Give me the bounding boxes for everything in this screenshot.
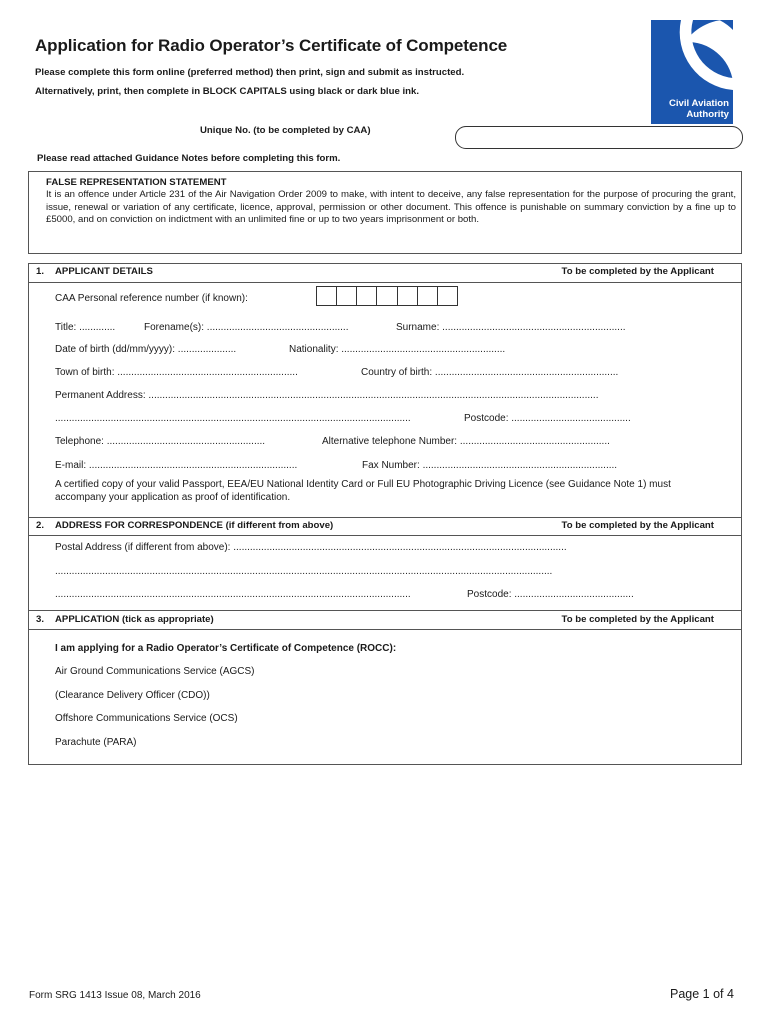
telephone-field[interactable]: Telephone: ......................................................... — [55, 436, 266, 447]
caa-reference-input[interactable] — [316, 286, 458, 306]
section3-number: 3. — [36, 614, 45, 625]
section1-instruction: To be completed by the Applicant — [561, 266, 714, 277]
address-line-2[interactable]: ................................................................................................................................ — [55, 413, 411, 424]
option-para[interactable]: Parachute (PARA) — [55, 737, 137, 748]
postcode-field[interactable]: Postcode: ........................................... — [464, 413, 631, 424]
section1-title: APPLICANT DETAILS — [55, 266, 153, 277]
identification-note: A certified copy of your valid Passport, EEA/EU National Identity Card or Full EU Photographic Driving Licence (see Guidance Note 1) must accompany your application as proof of identification. — [55, 479, 671, 503]
intro-online: Please complete this form online (preferred method) then print, sign and submit as instructed. — [35, 67, 465, 78]
false-representation-title: FALSE REPRESENTATION STATEMENT — [46, 177, 227, 188]
permanent-address-field[interactable]: Permanent Address: .................................................................................................................................................................. — [55, 390, 599, 401]
correspondence-postcode-field[interactable]: Postcode: ........................................... — [467, 589, 634, 600]
page-number: Page 1 of 4 — [670, 987, 734, 1001]
section2-title: ADDRESS FOR CORRESPONDENCE (if different from above) — [55, 520, 334, 531]
logo-text-line2: Authority — [686, 109, 729, 120]
section3-title: APPLICATION (tick as appropriate) — [55, 614, 214, 625]
unique-no-field[interactable] — [455, 126, 743, 149]
dob-field[interactable]: Date of birth (dd/mm/yyyy): ..................... — [55, 344, 237, 355]
country-of-birth-field[interactable]: Country of birth: .................................................................. — [361, 367, 619, 378]
unique-no-label: Unique No. (to be completed by CAA) — [200, 125, 371, 136]
section2-instruction: To be completed by the Applicant — [561, 520, 714, 531]
option-ocs[interactable]: Offshore Communications Service (OCS) — [55, 713, 238, 724]
rocc-heading: I am applying for a Radio Operator’s Certificate of Competence (ROCC): — [55, 643, 397, 654]
email-field[interactable]: E-mail: ........................................................................... — [55, 460, 298, 471]
form-identifier: Form SRG 1413 Issue 08, March 2016 — [29, 990, 201, 1001]
intro-print: Alternatively, print, then complete in BLOCK CAPITALS using black or dark blue ink. — [35, 86, 419, 97]
guidance-notice: Please read attached Guidance Notes before completing this form. — [37, 153, 341, 164]
fax-field[interactable]: Fax Number: ...................................................................... — [362, 460, 618, 471]
false-representation-text: It is an offence under Article 231 of the Air Navigation Order 2009 to make, with intent to deceive, any false representation for the purpose of procuring the grant, issue, renewal or variation of any certificate, licence, approval, permission or other document. This offence is punishable on summary conviction by a fine up to £5000, and on conviction on indictment with an unlimited fine or up to two years imprisonment or both. — [46, 189, 736, 225]
page-title: Application for Radio Operator’s Certificate of Competence — [35, 36, 508, 55]
logo-text-line1: Civil Aviation — [668, 98, 729, 109]
title-field[interactable]: Title: ............. — [55, 322, 116, 333]
forename-field[interactable]: Forename(s): ................................................... — [144, 322, 349, 333]
section-divider — [28, 535, 742, 536]
alt-telephone-field[interactable]: Alternative telephone Number: ...................................................... — [322, 436, 610, 447]
postal-address-line-2[interactable]: ................................................................................................................................................................................... — [55, 566, 553, 577]
nationality-field[interactable]: Nationality: ........................................................... — [289, 344, 506, 355]
option-agcs[interactable]: Air Ground Communications Service (AGCS) — [55, 666, 255, 677]
caa-logo — [651, 20, 733, 124]
option-cdo[interactable]: (Clearance Delivery Officer (CDO)) — [55, 690, 210, 701]
section-divider — [28, 629, 742, 630]
section1-number: 1. — [36, 266, 45, 277]
caa-reference-label: CAA Personal reference number (if known): — [55, 293, 248, 304]
town-of-birth-field[interactable]: Town of birth: ................................................................. — [55, 367, 298, 378]
section-divider — [28, 282, 742, 283]
postal-address-field[interactable]: Postal Address (if different from above): ........................................................................................................................ — [55, 542, 567, 553]
surname-field[interactable]: Surname: .................................................................. — [396, 322, 626, 333]
section2-number: 2. — [36, 520, 45, 531]
postal-address-line-3[interactable]: ................................................................................................................................ — [55, 589, 411, 600]
section3-instruction: To be completed by the Applicant — [561, 614, 714, 625]
